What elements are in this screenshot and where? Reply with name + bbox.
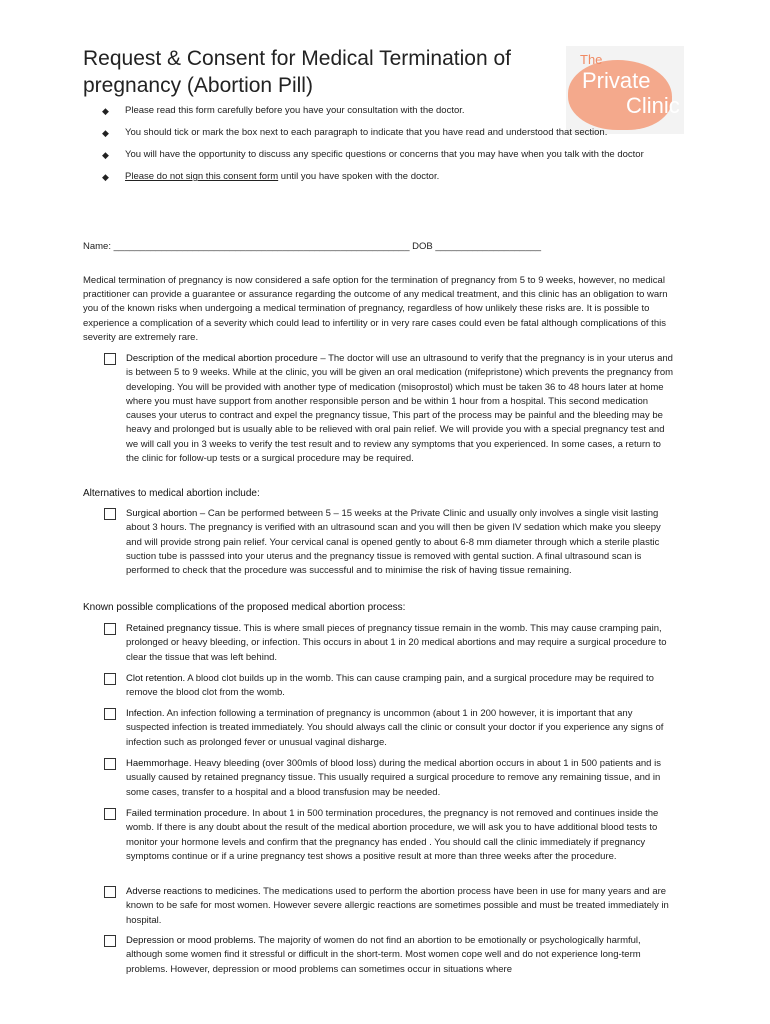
- bullet-icon: ◆: [102, 106, 109, 116]
- dob-label: DOB: [412, 241, 433, 252]
- consent-item-haemorrhage: [104, 757, 676, 800]
- logo-text-the: The: [580, 52, 603, 67]
- consent-item-depression: [104, 934, 676, 977]
- consent-item-body: – The doctor will use an ultrasound to verify that the pregnancy is in your uterus and is between 5 to 9 weeks. While at the clinic, you will be given an oral medication (mifepristone) which prevents the pregnancy from developing. You will be provided with another type of medication (misoprostol) which must be taken 36 to 48 hours later at home where you must have support from another responsible person and be within 1 hour from a hospital. This second medication causes your uterus to contract and expel the pregnancy tissue, This part of the process may be painful and the bleeding may be heavy and prolonged but is usually able to be relieved with oral pain relief. We will provide you with a special pregnancy test and we will call you in 3 weeks to verify the test result and to review any symptoms that you experienced. In some cases, a return to the clinic for follow-up tests or a surgical procedure may be required.: [126, 353, 674, 465]
- dob-field[interactable]: ____________________: [435, 241, 542, 252]
- alternatives-heading: [83, 487, 260, 501]
- instruction-text: You should tick or mark the box next to each paragraph to indicate that you have read and understood that section.: [125, 127, 608, 138]
- logo-text-private: Private: [582, 68, 651, 93]
- page-title: [83, 45, 523, 99]
- name-label: Name:: [83, 241, 111, 252]
- consent-item-infection: [104, 707, 676, 750]
- consent-item-text: [126, 707, 676, 750]
- consent-item-body: Can be performed between 5 – 15 weeks at the Private Clinic and usually only involves a single visit lasting about 3 hours. The pregnancy is verified with an ultrasound scan and you will then be given IV sedation which make you sleepy and will provide strong pain relief. Your cervical canal is opened gently to about 6-8 mm diameter through which a sterile plastic suction tube is passsed into your uterus and the pregnancy tissue is removed with gental suction. A final ultrasound scan is performed to check that the procedure was successful and to minimise the risk of having tissue remaining.: [126, 508, 661, 577]
- bullet-icon: ◆: [102, 128, 109, 138]
- consent-item-heading: Infection.: [126, 708, 165, 719]
- consent-item-surgical: [104, 507, 676, 578]
- consent-item-text: [126, 934, 676, 977]
- consent-item-heading: Adverse reactions to medicines.: [126, 886, 261, 897]
- consent-item-body: Heavy bleeding (over 300mls of blood loss) during the medical abortion occurs in about 1 in 500 patients and is usually caused by retained pregnancy tissue. This usually required a surgical procedure to remove any remaining tissue, and in some cases, transfer to a hospital and a blood transfusion may be needed.: [126, 758, 661, 798]
- consent-checkbox[interactable]: [104, 758, 116, 770]
- consent-checkbox[interactable]: [104, 935, 116, 947]
- consent-item-heading: Clot retention.: [126, 673, 186, 684]
- consent-item-heading: Surgical abortion –: [126, 508, 206, 519]
- consent-item-heading: Failed termination procedure.: [126, 808, 250, 819]
- consent-item-adverse-reactions: [104, 885, 676, 928]
- consent-item-body: This is where small pieces of pregnancy tissue remain in the womb. This may cause cramping pain, prolonged or heavy bleeding, or infection. This occurs in about 1 in 20 medical abortions and may require a surgical procedure to clear the tissue that was left behind.: [126, 623, 667, 663]
- intro-paragraph: Medical termination of pregnancy is now considered a safe option for the termination of pregnancy from 5 to 9 weeks, however, no medical practitioner can provide a guarantee or assurance regarding the outcome of any medical treatment, and this clinic has an obligation to warn you of the known risks when undergoing a medical termination of pregnancy, regardless of how unlikely these risks are. It is possible to experience a complication of a severity which could lead to infertility or in very rare cases could even be fatal although complications of this severity are extremely rare.: [83, 275, 668, 343]
- consent-item-body: An infection following a termination of pregnancy is uncommon (about 1 in 200 however, it is important that any suspected infection is treated immediately. You should always call the clinic or consult your doctor if you experience any signs of infection such as prolonged fever or unusual vaginal disharge.: [126, 708, 664, 748]
- consent-checkbox[interactable]: [104, 673, 116, 685]
- consent-checkbox[interactable]: [104, 353, 116, 365]
- consent-item-description: [104, 352, 676, 466]
- consent-item-body: In about 1 in 500 termination procedures, the pregnancy is not removed and continues inside the womb. If there is any doubt about the result of the medical abortion procedure, we will ask you to have additional blood tests to monitor your hormone levels and confirm that the pregnancy has ended . You should call the clinic immediately if pregnancy symptoms continue or if a urine pregnancy test shows a positive result at more than three weeks after the procedure.: [126, 808, 659, 862]
- complications-heading: Known possible complications of the proposed medical abortion process:: [83, 602, 406, 613]
- instruction-item: [102, 148, 662, 162]
- consent-checkbox[interactable]: [104, 886, 116, 898]
- title-line-1: Request & Consent for Medical Termination of: [83, 47, 511, 70]
- consent-item-failed-termination: [104, 807, 676, 864]
- instruction-text-underlined: Please do not sign this consent form: [125, 171, 279, 182]
- consent-item-heading: Description of the medical abortion procedure: [126, 353, 318, 364]
- bullet-icon: ◆: [102, 172, 109, 182]
- title-line-2: pregnancy (Abortion Pill): [83, 74, 313, 97]
- instruction-text: until you have spoken with the doctor.: [278, 171, 440, 182]
- instruction-item: [102, 126, 662, 140]
- instruction-text: You will have the opportunity to discuss any specific questions or concerns that you may have when you talk with the doctor: [125, 149, 644, 160]
- consent-item-text: [126, 507, 676, 578]
- alternatives-heading-text: Alternatives to medical abortion include: [83, 488, 257, 499]
- consent-checkbox[interactable]: [104, 708, 116, 720]
- name-dob-line: [83, 240, 683, 254]
- alternatives-heading-suffix: :: [256, 488, 260, 499]
- consent-item-text: [126, 807, 676, 864]
- consent-item-retained-tissue: [104, 622, 676, 665]
- consent-item-body: A blood clot builds up in the womb. This can cause cramping pain, and a surgical procedure may be required to remove the blood clot from the womb.: [126, 673, 654, 699]
- consent-item-heading: Haemmorhage.: [126, 758, 192, 769]
- consent-item-text: [126, 885, 676, 928]
- name-field[interactable]: ________________________________________________________: [113, 241, 410, 252]
- instruction-item: [102, 104, 662, 118]
- consent-checkbox[interactable]: [104, 808, 116, 820]
- consent-item-body: The majority of women do not find an abortion to be emotionally or psychologically harmful, although some women find it stressful or difficult in the short-term. Most women cope well and do not experience long-term problems. However, depression or mood problems can sometimes occur in situations where: [126, 935, 641, 975]
- consent-item-heading: Depression or mood problems.: [126, 935, 256, 946]
- consent-item-heading: Retained pregnancy tissue.: [126, 623, 242, 634]
- consent-checkbox[interactable]: [104, 623, 116, 635]
- consent-item-clot-retention: [104, 672, 676, 701]
- consent-item-text: [126, 672, 676, 701]
- bullet-icon: ◆: [102, 150, 109, 160]
- instruction-list: [102, 104, 662, 192]
- consent-item-text: [126, 352, 676, 466]
- consent-item-body: The medications used to perform the abortion process have been in use for many years and are known to be safe for most women. However severe allergic reactions are sometimes possible and must be treated immediately in hospital.: [126, 886, 669, 926]
- consent-item-text: [126, 622, 676, 665]
- instruction-text: Please read this form carefully before you have your consultation with the doctor.: [125, 105, 465, 116]
- logo-text-clinic: Clinic: [626, 93, 680, 118]
- consent-checkbox[interactable]: [104, 508, 116, 520]
- consent-item-text: [126, 757, 676, 800]
- instruction-item: [102, 170, 662, 184]
